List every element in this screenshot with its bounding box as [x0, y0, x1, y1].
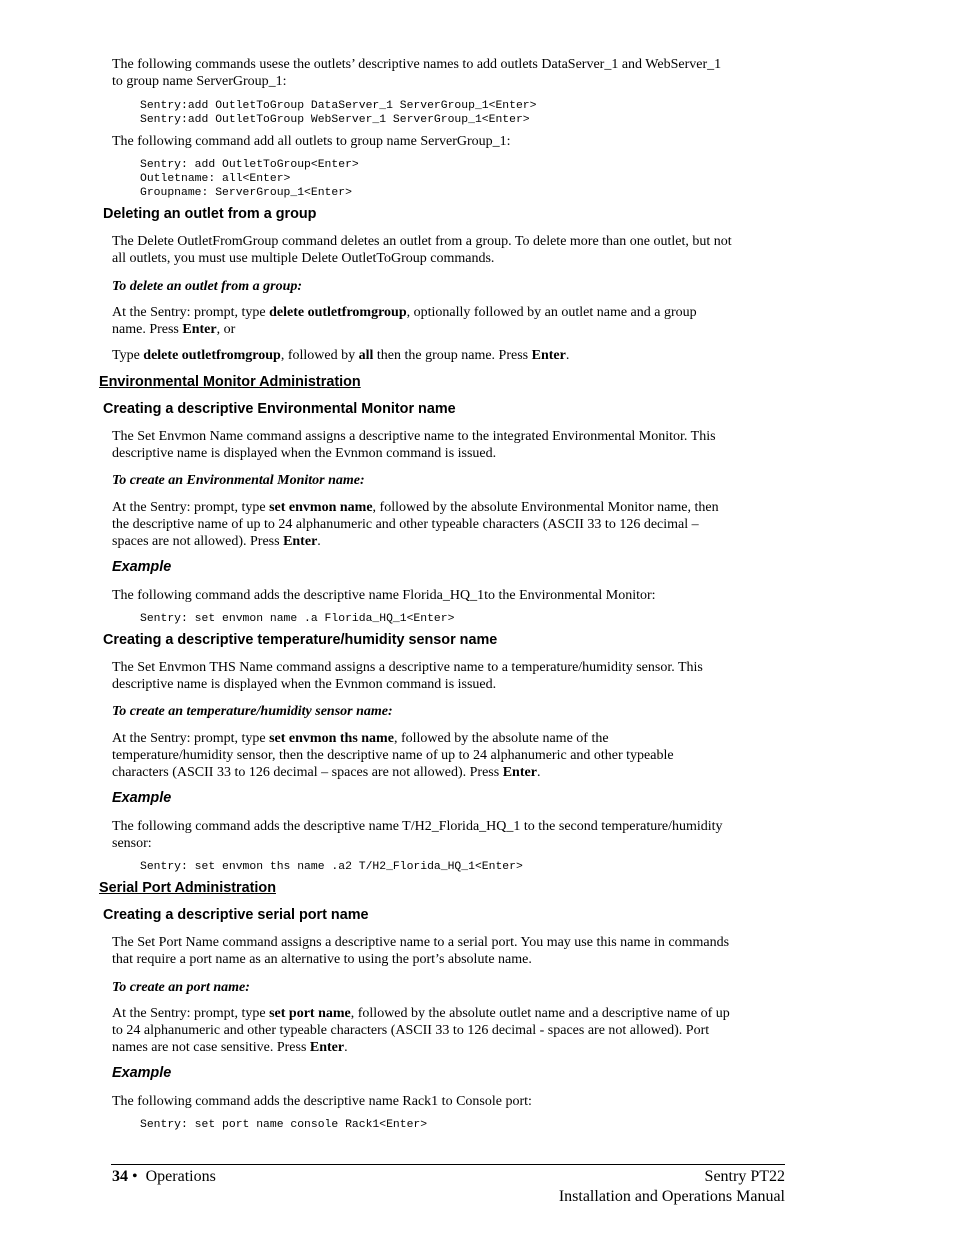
- heading-ths-name: Creating a descriptive temperature/humidity sensor name: [103, 632, 498, 648]
- step-ths-name: At the Sentry: prompt, type set envmon ths name, followed by the absolute name of the temperature/humidity sensor, then the descriptive name of up to 24 alphanumeric and other typeable characters (ASCII 33 to 126 decimal – spaces are not allowed). Press Enter.: [112, 731, 674, 780]
- footer-section: Operations: [145, 1168, 216, 1185]
- code-envmon-name: Sentry: set envmon name .a Florida_HQ_1<Enter>: [140, 613, 455, 625]
- procedure-delete-outlet: To delete an outlet from a group:: [112, 279, 303, 294]
- code-add-outlets-by-name: Sentry:add OutletToGroup DataServer_1 ServerGroup_1<Enter> Sentry:add OutletToGroup WebServer_1 ServerGroup_1<Enter>: [140, 100, 537, 126]
- key-enter: Enter: [309, 1040, 345, 1055]
- key-enter: Enter: [531, 348, 566, 363]
- command-set-envmon-name: set envmon name: [269, 500, 373, 515]
- step-delete-outlet-1: At the Sentry: prompt, type delete outletfromgroup, optionally followed by an outlet name and a group name. Press Enter, or: [112, 305, 697, 337]
- command-set-port-name: set port name: [269, 1006, 351, 1021]
- footer-divider: [111, 1164, 785, 1165]
- heading-delete-outlet: Deleting an outlet from a group: [103, 206, 317, 222]
- example-text-port: The following command adds the descriptive name Rack1 to Console port:: [112, 1094, 532, 1109]
- example-label-port: Example: [112, 1065, 172, 1081]
- step-delete-outlet-2: Type delete outletfromgroup, followed by all then the group name. Press Enter.: [112, 348, 570, 363]
- example-label-envmon: Example: [112, 559, 172, 575]
- command-delete-outletfromgroup: delete outletfromgroup: [269, 305, 407, 320]
- paragraph-add-all-outlets: The following command add all outlets to group name ServerGroup_1:: [112, 134, 511, 149]
- paragraph-delete-outlet-desc: The Delete OutletFromGroup command deletes an outlet from a group. To delete more than one outlet, but not all outlets, you must use multiple Delete OutletToGroup commands.: [112, 234, 732, 266]
- command-delete-outletfromgroup: delete outletfromgroup: [143, 348, 281, 363]
- heading-serial-admin: Serial Port Administration: [99, 880, 276, 896]
- footer-bullet: •: [132, 1168, 138, 1185]
- code-add-all-outlets: Sentry: add OutletToGroup<Enter> Outletname: all<Enter> Groupname: ServerGroup_1<Enter>: [140, 159, 359, 199]
- footer-manual-info: [559, 1167, 785, 1207]
- code-port-name: Sentry: set port name console Rack1<Enter>: [140, 1119, 428, 1131]
- heading-envmon-name: Creating a descriptive Environmental Monitor name: [103, 401, 456, 417]
- procedure-ths-name: To create an temperature/humidity sensor name:: [112, 704, 393, 719]
- paragraph-ths-name-desc: The Set Envmon THS Name command assigns a descriptive name to a temperature/humidity sensor. This descriptive name is displayed when the Evnmon command is issued.: [112, 660, 703, 692]
- procedure-port-name: To create an port name:: [112, 980, 250, 995]
- key-enter: Enter: [283, 534, 318, 549]
- key-enter: Enter: [502, 765, 537, 780]
- step-port-name: At the Sentry: prompt, type set port name, followed by the absolute outlet name and a descriptive name of up to 24 alphanumeric and other typeable characters (ASCII 33 to 126 decimal - spaces are not allowed). Port names are not case sensitive. Press Enter.: [112, 1006, 730, 1055]
- footer-manual: Installation and Operations Manual: [558, 1188, 785, 1205]
- keyword-all: all: [358, 348, 374, 363]
- footer-product: Sentry PT22: [704, 1168, 785, 1185]
- example-label-ths: Example: [112, 790, 172, 806]
- code-ths-name: Sentry: set envmon ths name .a2 T/H2_Florida_HQ_1<Enter>: [140, 861, 523, 873]
- heading-port-name: Creating a descriptive serial port name: [103, 907, 369, 923]
- paragraph-envmon-name-desc: The Set Envmon Name command assigns a descriptive name to the integrated Environmental Monitor. This descriptive name is displayed when the Evnmon command is issued.: [112, 429, 716, 461]
- example-text-envmon: The following command adds the descriptive name Florida_HQ_1to the Environmental Monitor:: [112, 588, 656, 603]
- command-set-envmon-ths-name: set envmon ths name: [269, 731, 394, 746]
- footer-page-info: [112, 1167, 216, 1187]
- key-enter: Enter: [182, 322, 217, 337]
- example-text-ths: The following command adds the descriptive name T/H2_Florida_HQ_1 to the second temperature/humidity sensor:: [112, 819, 723, 851]
- paragraph-add-outlets-by-name: The following commands usese the outlets’ descriptive names to add outlets DataServer_1 and WebServer_1 to group name ServerGroup_1:: [112, 57, 722, 89]
- procedure-envmon-name: To create an Environmental Monitor name:: [112, 473, 365, 488]
- heading-envmon-admin: Environmental Monitor Administration: [99, 374, 361, 390]
- page-number: 34: [112, 1168, 128, 1185]
- paragraph-port-name-desc: The Set Port Name command assigns a descriptive name to a serial port. You may use this name in commands that require a port name as an alternative to using the port’s absolute name.: [112, 935, 730, 967]
- step-envmon-name: At the Sentry: prompt, type set envmon name, followed by the absolute Environmental Monitor name, then the descriptive name of up to 24 alphanumeric and other typeable characters (ASCII 33 to 126 decimal – spaces are not allowed). Press Enter.: [112, 500, 719, 549]
